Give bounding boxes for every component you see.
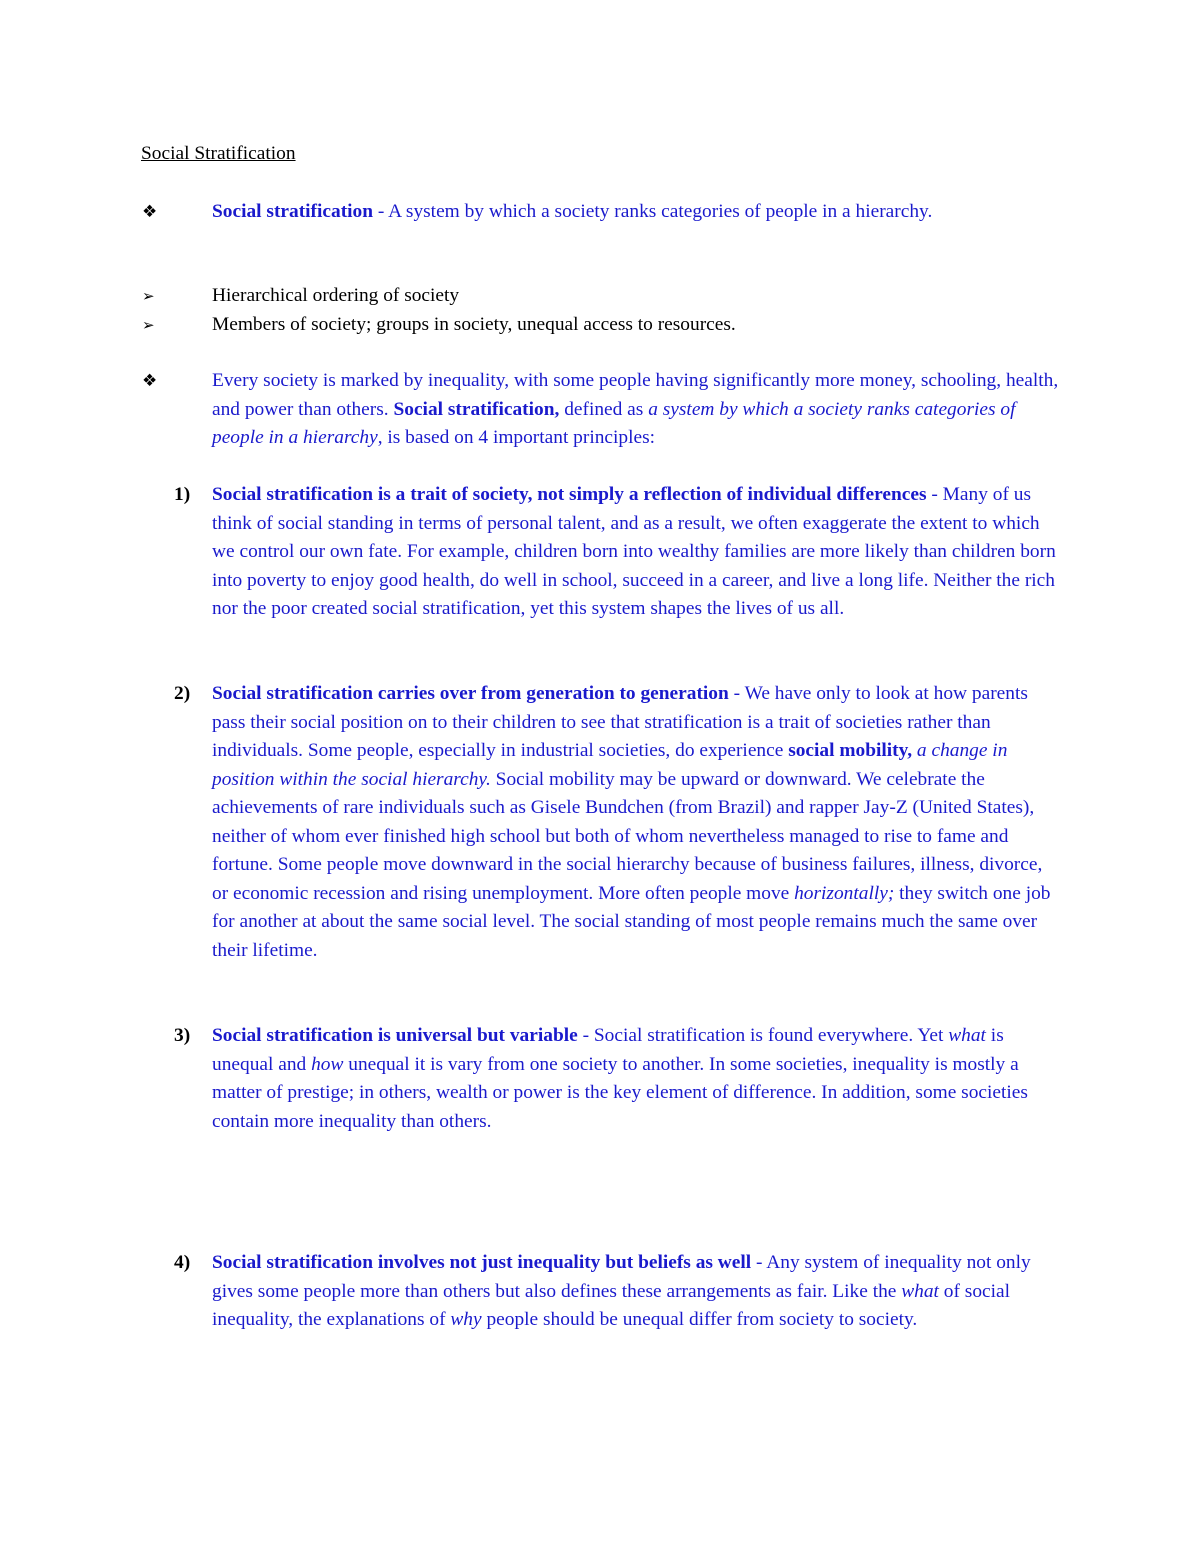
principle-number: 2) (174, 683, 191, 704)
principle-text: Social stratification carries over from generation to generation - We have only to look at how parents pass their social position on to their children to see that stratification is a trait of societies rather than individuals. Some people, especially in industrial societies, do experience social mobility, a change in position within the social hierarchy. Social mobility may be upward or downward. We celebrate the achievements of rare individuals such as Gisele Bundchen (from Brazil) and rapper Jay-Z (United States), neither of whom ever finished high school but both of whom nevertheless managed to rise to fame and fortune. Some people move downward in the social hierarchy because of business failures, illness, divorce, or economic recession and rising unemployment. More often people move horizontally; they switch one job for another at about the same social level. The social standing of most people remains much the same over their lifetime. (212, 683, 1051, 961)
principle-heading: Social stratification carries over from generation to generation (212, 683, 729, 704)
arrow-item-1 (141, 282, 1061, 311)
arrow-bullet-icon: ➢ (142, 316, 155, 334)
principle-3 (141, 1022, 1061, 1136)
arrow-bullet-icon: ➢ (142, 287, 155, 305)
arrow-item-text: Members of society; groups in society, unequal access to resources. (212, 314, 736, 335)
arrow-item-text: Hierarchical ordering of society (212, 285, 460, 306)
definition-text: Social stratification - A system by which a society ranks categories of people in a hierarchy. (212, 201, 933, 222)
definition-term: Social stratification (212, 201, 374, 222)
intro-text: Every society is marked by inequality, with some people having significantly more money, schooling, health, and power than others. Social stratification, defined as a system by which a society ranks categories of people in a hierarchy, is based on 4 important principles: (212, 370, 1059, 448)
principle-heading: Social stratification is universal but variable (212, 1025, 578, 1046)
intro-term: Social stratification, (393, 398, 560, 420)
principle-number: 3) (174, 1025, 191, 1046)
definition-item (141, 198, 1061, 227)
principle-heading: Social stratification involves not just inequality but beliefs as well (212, 1252, 752, 1273)
principle-text: Social stratification involves not just inequality but beliefs as well - Any system of inequality not only gives some people more than others but also defines these arrangements as fair. Like the what of social inequality, the explanations of why people should be unequal differ from society to society. (212, 1252, 1031, 1330)
arrow-item-2 (141, 311, 1061, 340)
principle-1 (141, 481, 1061, 624)
diamond-bullet-icon: ❖ (142, 371, 158, 391)
intro-item (141, 367, 1061, 453)
principle-4 (141, 1249, 1061, 1335)
diamond-bullet-icon: ❖ (142, 202, 158, 222)
principle-heading: Social stratification is a trait of society, not simply a reflection of individual differences (212, 484, 927, 505)
principle-number: 1) (174, 484, 191, 505)
principle-2 (141, 680, 1061, 965)
document-title: Social Stratification (141, 143, 296, 164)
principle-text: Social stratification is a trait of society, not simply a reflection of individual differences - Many of us think of social standing in terms of personal talent, and as a result, we often exaggerate the extent to which we control our own fate. For example, children born into wealthy families are more likely than children born into poverty to enjoy good health, do well in school, succeed in a career, and live a long life. Neither the rich nor the poor created social stratification, yet this system shapes the lives of us all. (212, 484, 1056, 619)
principle-number: 4) (174, 1252, 191, 1273)
principle-text: Social stratification is universal but variable - Social stratification is found everywhere. Yet what is unequal and how unequal it is vary from one society to another. In some societies, inequality is mostly a matter of prestige; in others, wealth or power is the key element of difference. In addition, some societies contain more inequality than others. (212, 1025, 1028, 1132)
social-mobility-term: social mobility, (788, 740, 913, 761)
